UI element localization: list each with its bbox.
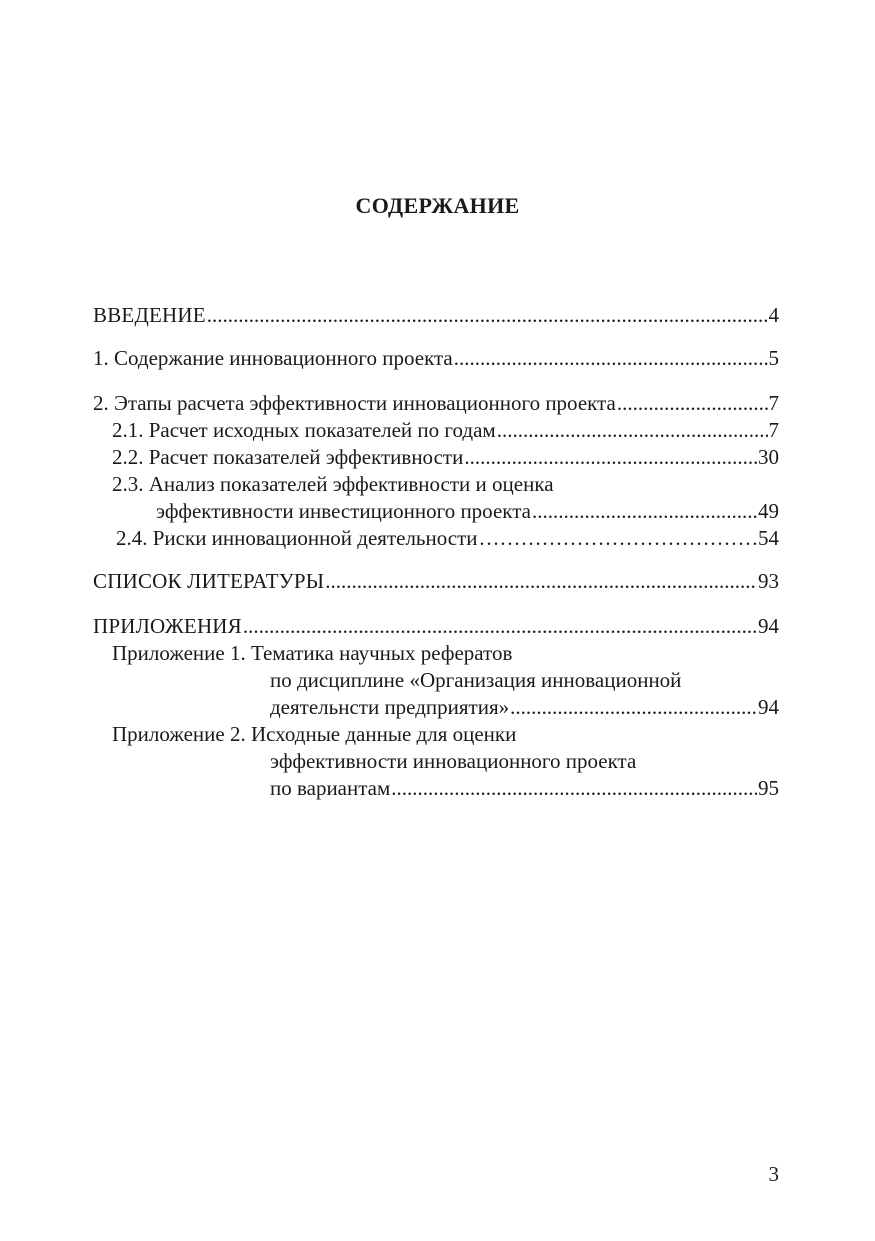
toc-entry-label: по вариантам: [270, 776, 391, 800]
toc-entry-label: эффективности инновационного проекта: [270, 749, 637, 773]
toc-page-number: 7: [768, 391, 779, 415]
toc-entry-label: ВВЕДЕНИЕ: [93, 303, 206, 327]
toc-entry-label: 1. Содержание инновационного проекта: [93, 346, 453, 370]
toc-page-number: 95: [758, 776, 779, 800]
toc-entry-label: 2.1. Расчет исходных показателей по годам: [112, 418, 496, 442]
toc-entry-label: 2.2. Расчет показателей эффективности: [112, 445, 464, 469]
toc-page-number: 94: [758, 614, 779, 638]
dot-leader: [391, 774, 757, 802]
toc-entry-appendix-1[interactable]: [270, 693, 779, 721]
toc-entry-label: по дисциплине «Организация инновационной: [270, 668, 682, 692]
toc-entry-section-2[interactable]: [93, 389, 779, 417]
dot-leader: [207, 301, 768, 329]
toc-entry-appendices[interactable]: [93, 612, 779, 640]
toc-entry-label: эффективности инвестиционного проекта: [156, 499, 531, 523]
toc-entry-section-2-1[interactable]: [112, 416, 779, 444]
dot-leader: [325, 567, 757, 595]
dot-leader: [497, 416, 768, 444]
toc-page-number: 4: [768, 303, 779, 327]
toc-entry-references[interactable]: [93, 567, 779, 595]
toc-entry-label: 2. Этапы расчета эффективности инновационного проекта: [93, 391, 616, 415]
toc-page-number: 94: [758, 695, 779, 719]
toc-entry-section-1[interactable]: [93, 344, 779, 372]
toc-entry-section-2-3-line-1[interactable]: [112, 470, 779, 498]
dot-leader: [464, 443, 757, 471]
toc-page-number: 7: [768, 418, 779, 442]
dot-leader: [532, 497, 757, 525]
toc-entry-label: деятельнсти предприятия»: [270, 695, 510, 719]
dot-leader: [479, 524, 757, 552]
toc-entry-appendix-2[interactable]: [270, 774, 779, 802]
toc-entry-label: 2.3. Анализ показателей эффективности и оценка: [112, 472, 554, 496]
toc-entry-appendix-1-line-2[interactable]: [270, 666, 779, 694]
toc-page-number: 49: [758, 499, 779, 523]
toc-page-number: 54: [758, 526, 779, 550]
toc-page-number: 93: [758, 569, 779, 593]
toc-page-number: 30: [758, 445, 779, 469]
toc-entry-label: 2.4. Риски инновационной деятельности: [116, 526, 478, 550]
toc-entry-section-2-2[interactable]: [112, 443, 779, 471]
toc-page-number: 5: [768, 346, 779, 370]
toc-entry-intro[interactable]: [93, 301, 779, 329]
toc-entry-appendix-2-line-2[interactable]: [270, 747, 779, 775]
dot-leader: [454, 344, 768, 372]
toc-entry-label: ПРИЛОЖЕНИЯ: [93, 614, 242, 638]
page-title: СОДЕРЖАНИЕ: [355, 193, 520, 218]
toc-entry-label: Приложение 2. Исходные данные для оценки: [112, 722, 517, 746]
toc-entry-appendix-2-line-1[interactable]: [112, 720, 779, 748]
toc-entry-label: Приложение 1. Тематика научных рефератов: [112, 641, 513, 665]
toc-entry-label: СПИСОК ЛИТЕРАТУРЫ: [93, 569, 325, 593]
dot-leader: [243, 612, 757, 640]
dot-leader: [510, 693, 757, 721]
page-number: 3: [768, 1162, 779, 1186]
toc-entry-appendix-1-line-1[interactable]: [112, 639, 779, 667]
dot-leader: [617, 389, 768, 417]
toc-entry-section-2-3[interactable]: [156, 497, 779, 525]
toc-entry-section-2-4[interactable]: [116, 524, 779, 552]
